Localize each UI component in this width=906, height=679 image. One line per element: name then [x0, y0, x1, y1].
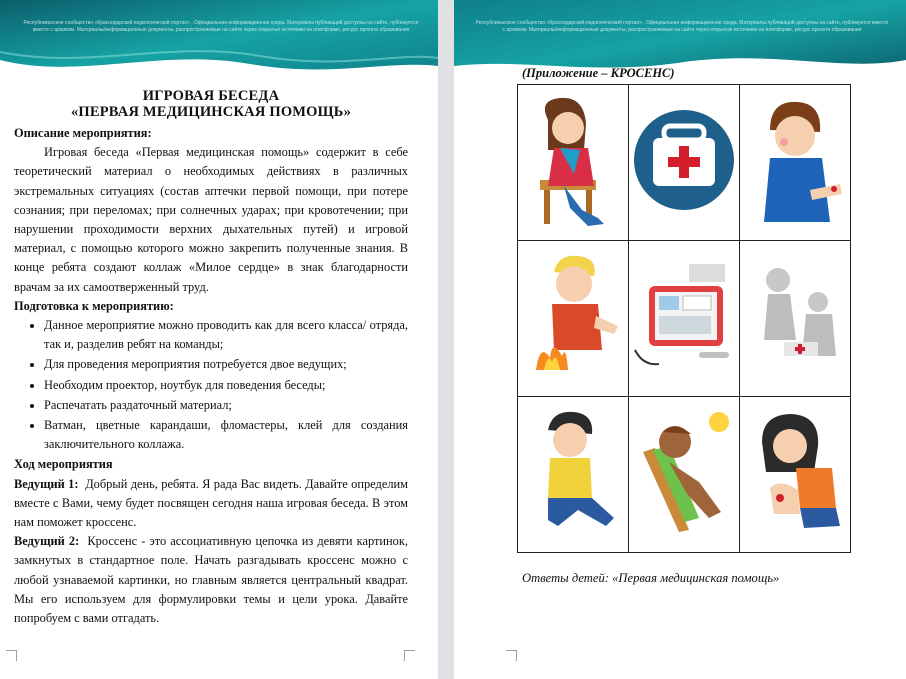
list-item: • Данное мероприятие можно проводить как для всего класса/ отряда, так и, разделив ребят на команды; — [44, 316, 408, 355]
crop-mark — [506, 650, 517, 661]
first-aid-kit-icon — [629, 90, 739, 230]
lead1-label: Ведущий 1: — [14, 476, 79, 491]
girl-hurt-knee-illustration — [740, 402, 850, 542]
children-answer: Ответы детей: «Первая медицинская помощь» — [522, 571, 780, 585]
crossens-cell — [740, 85, 851, 241]
title-line-2: «ПЕРВАЯ МЕДИЦИНСКАЯ ПОМОЩЬ» — [70, 104, 352, 120]
appendix-title: (Приложение – КРОСЕНС) — [522, 66, 675, 80]
crossens-cell — [629, 397, 740, 553]
left-page-body — [14, 88, 408, 628]
title-line-1: ИГРОВАЯ БЕСЕДА — [142, 88, 280, 104]
list-item: • Ватман, цветные карандаши, фломастеры, клей для создания заключительного коллажа. — [44, 416, 408, 455]
lead1-paragraph — [14, 475, 408, 533]
crossens-grid — [517, 84, 851, 553]
list-item: • Для проведения мероприятия потребуется двое ведущих; — [44, 355, 408, 375]
crossens-cell — [629, 85, 740, 241]
fainted-girl-illustration — [518, 90, 628, 230]
crossens-cell — [740, 241, 851, 397]
crossens-cell — [518, 397, 629, 553]
sunstroke-boy-illustration — [629, 402, 739, 542]
crossens-cell — [518, 85, 629, 241]
description-text: Игровая беседа «Первая медицинская помощь» содержит в себе теоретический материал о необходимых действиях в различных экстремальных ситуациях (состав аптечки первой помощи, при потере сознания; при переломах; при солнечных ударах; при кровотечении; при нарушении проходимости верхних дыхательных путей) и игровой материал, с помощью которого можно закрепить полученные знания. В конце ребята создают коллаж «Милое сердце» в знак благодарности врачам за их самоотверженный труд. — [14, 145, 408, 294]
crossens-cell — [518, 241, 629, 397]
crossens-cell — [629, 241, 740, 397]
list-item: • Необходим проектор, ноутбук для поведения беседы; — [44, 376, 408, 396]
course-heading: Ход мероприятия — [14, 457, 113, 472]
banner-watermark-text: Республиканское сообщество «Краснодарский педагогический портал» . Официальная информационная среда. Материалы публикаций доступны на сайте, публикуется вместе с архивом. Материалы/информационные документы, распространяемые на сайте через открытые источники на платформе, ресурс проекта образования — [475, 20, 889, 33]
boy-with-cut-illustration — [740, 90, 850, 230]
left-page-banner — [0, 0, 438, 78]
boy-hurt-leg-illustration — [518, 402, 628, 542]
list-item: • Распечатать раздаточный материал; — [44, 396, 408, 416]
page-gutter — [438, 0, 454, 679]
burned-boy-illustration — [518, 246, 628, 386]
crop-mark — [404, 650, 415, 661]
banner-watermark-text: Республиканское сообщество «Краснодарский педагогический портал» . Официальная информационная среда. Материалы публикаций доступны на сайте, публикуется вместе с архивом. Материалы/информационные документы, распространяемые на сайте через открытые источники на платформе, ресурс проекта образования — [23, 20, 419, 33]
lead1-text: Добрый день, ребята. Я рада Вас видеть. Давайте определим вместе с Вами, чему будет посвящен сегодня наша игровая беседа. В этом нам поможет кроссенс. — [14, 476, 408, 530]
wave-header-graphic — [0, 0, 438, 78]
crossens-cell — [740, 397, 851, 553]
lead2-label: Ведущий 2: — [14, 534, 80, 549]
helping-figures-illustration — [740, 246, 850, 386]
open-first-aid-kit-photo — [629, 246, 739, 386]
preparation-heading: Подготовка к мероприятию: — [14, 298, 174, 313]
left-page — [0, 0, 438, 679]
lead2-text: Кроссенс - это ассоциативную цепочка из девяти картинок, замкнутых в стандартное поле. Начать разгадывать кроссенс можно с любой узнаваемой картинки, но главным является центральный квадрат. Мы его используем для формулировки темы и цели урока. Давайте попробуем с вами отгадать. — [14, 534, 408, 626]
page-title — [14, 88, 408, 120]
description-heading: Описание мероприятия: — [14, 126, 152, 140]
crop-mark — [6, 650, 17, 661]
right-page — [454, 0, 906, 679]
lead2-paragraph — [14, 532, 408, 628]
preparation-list — [14, 316, 408, 455]
